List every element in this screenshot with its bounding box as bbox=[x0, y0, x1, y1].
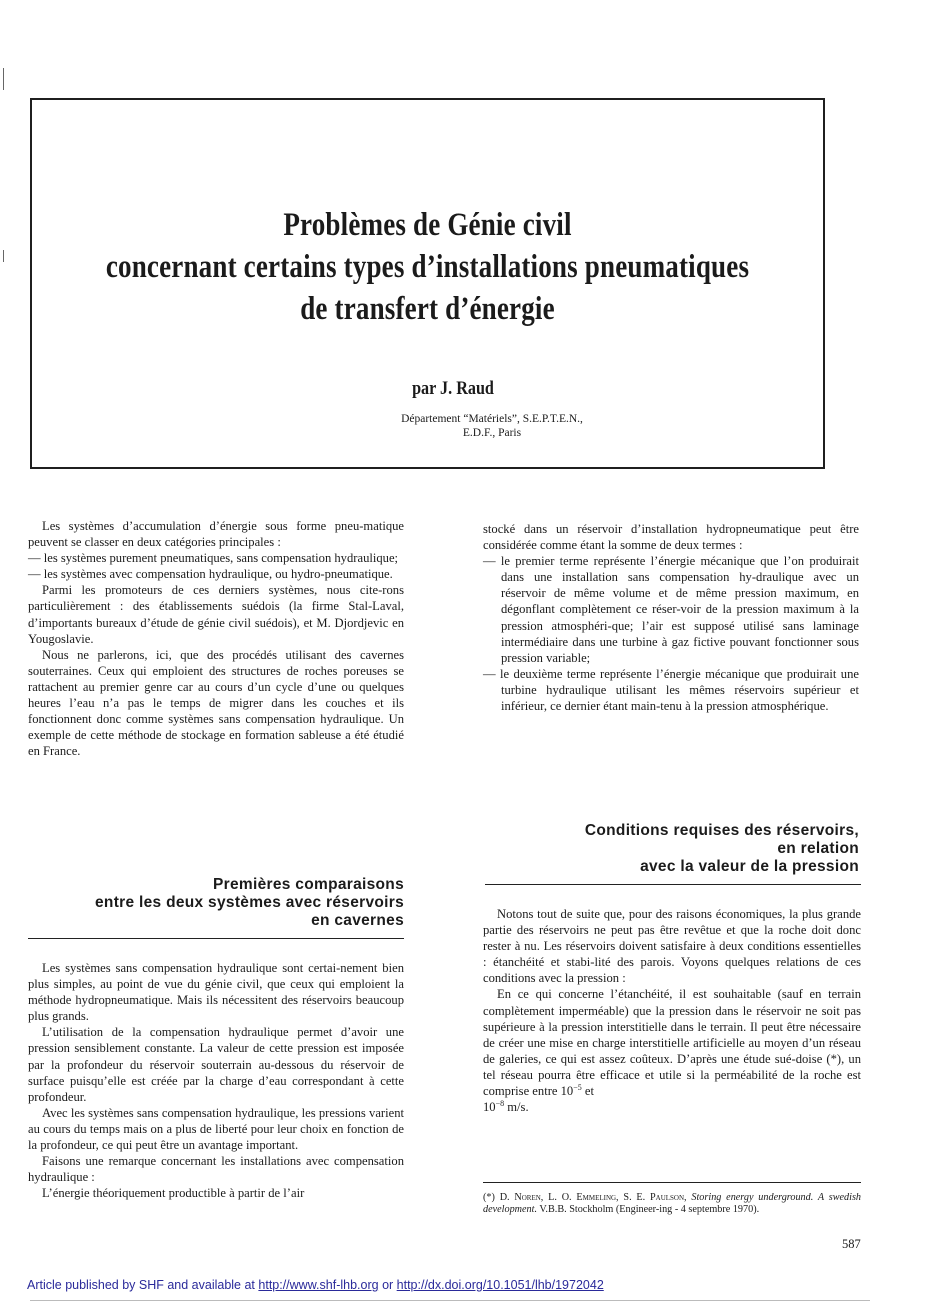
left-list-item-2: — les systèmes avec compensation hydraulique, ou hydro-pneumatique. bbox=[28, 567, 393, 582]
title-line-2: concernant certains types d’installations pneumatiques bbox=[105, 249, 750, 285]
left-heading-line-1: Premières comparaisons bbox=[213, 876, 404, 893]
scan-mark bbox=[3, 250, 4, 262]
left-paragraph-4: Les systèmes sans compensation hydraulique sont certai-nement bien plus simples, au point de vue du génie civil, que ceux qui emploient la méthode hydropneumatique. Mais ils nécessitent des réservoirs beaucoup plus grands. bbox=[28, 961, 404, 1024]
right-section-heading bbox=[485, 822, 859, 876]
left-column-upper bbox=[28, 518, 404, 759]
left-column-lower bbox=[28, 960, 404, 1201]
article-title bbox=[103, 204, 752, 330]
right-paragraph-3-base: 10 bbox=[483, 1100, 496, 1115]
right-paragraph-3-and: et bbox=[581, 1084, 594, 1099]
publication-prefix: Article published by SHF and available at bbox=[27, 1278, 259, 1292]
left-paragraph-7: Faisons une remarque concernant les installations avec compensation hydraulique : bbox=[28, 1154, 404, 1185]
footnote bbox=[483, 1192, 861, 1216]
left-heading-line-3: en cavernes bbox=[311, 912, 404, 929]
footnote-rest: V.B.B. Stockholm (Engineer-ing - 4 septembre 1970). bbox=[537, 1204, 760, 1215]
affiliation-line-2: E.D.F., Paris bbox=[462, 427, 522, 439]
affiliation bbox=[332, 412, 652, 440]
right-heading-rule bbox=[485, 884, 861, 885]
publication-middle: or bbox=[378, 1278, 397, 1292]
right-paragraph-3-text: En ce qui concerne l’étanchéité, il est souhaitable (sauf en terrain complètement imperméable) que la pression dans le réservoir ne soit pas supérieure à la pression interstitielle dans le terrain. Il peut être nécessaire de créer une mise en charge interstitielle artificielle au moyen d’un réseau de galeries, ce qui est assez coûteux. D’après une étude sué-doise (*), un tel réseau pourra être efficace et utile si la perméabilité de la roche est comprise entre 10 bbox=[483, 987, 861, 1099]
right-paragraph-1: stocké dans un réservoir d’installation hydropneumatique peut être considérée comme étant la somme de deux termes : bbox=[483, 522, 859, 553]
exponent-1: −5 bbox=[573, 1082, 582, 1092]
right-column-lower bbox=[483, 906, 861, 1115]
affiliation-line-1: Département “Matériels”, S.E.P.T.E.N., bbox=[401, 413, 583, 425]
title-line-1: Problèmes de Génie civil bbox=[283, 207, 572, 243]
page-number: 587 bbox=[842, 1237, 861, 1251]
footnote-rule bbox=[483, 1182, 861, 1183]
right-list-item-2: — le deuxième terme représente l’énergie mécanique que produirait une turbine hydraulique utilisant les mêmes réservoirs supérieur et inférieur, ce dernier étant main-tenu à la pression atmosphérique. bbox=[483, 666, 859, 714]
right-paragraph-3 bbox=[483, 986, 861, 1115]
publication-link-shf[interactable]: http://www.shf-lhb.org bbox=[258, 1278, 379, 1292]
title-box bbox=[30, 98, 825, 469]
right-paragraph-3-unit: m/s. bbox=[504, 1100, 529, 1115]
scan-mark bbox=[30, 1300, 870, 1301]
right-column-upper bbox=[483, 521, 859, 714]
scan-mark bbox=[3, 68, 4, 90]
right-heading-line-1: Conditions requises des réservoirs, bbox=[584, 822, 859, 839]
title-line-3: de transfert d’énergie bbox=[300, 291, 555, 327]
right-paragraph-2: Notons tout de suite que, pour des raisons économiques, la plus grande partie des réservoirs ne peut pas être revêtue et que la roche doit donc rester à nu. Les réservoirs doivent satisfaire à deux conditions essentielles : étanchéité et stabi-lité des parois. Voyons quelques relations de ces conditions avec la pression : bbox=[483, 907, 861, 986]
publication-notice bbox=[27, 1278, 604, 1292]
left-paragraph-3: Nous ne parlerons, ici, que des procédés utilisant des cavernes souterraines. Ceux qui emploient des structures de roches poreuses se rattachent au premier genre car au cours d’un cycle d’une ou quelques heures l’eau n’a pas le temps de migrer dans les couches et ils fonctionnent donc comme systèmes sans compensation hydraulique. Un exemple de cette méthode de stockage en formation sableuse a été étudié en France. bbox=[28, 647, 404, 759]
left-intro: Les systèmes d’accumulation d’énergie sous forme pneu-matique peuvent se classer en deux catégories principales : bbox=[28, 519, 404, 550]
right-heading-line-3: avec la valeur de la pression bbox=[640, 858, 859, 875]
left-heading-line-2: entre les deux systèmes avec réservoirs bbox=[95, 894, 404, 911]
left-paragraph-2: Parmi les promoteurs de ces derniers systèmes, nous cite-rons particulièrement : des établissements suédois (la firme Stal-Laval, d’importants bureaux d’étude de génie civil suédois), et M. Djordjevic en Yougoslavie. bbox=[28, 583, 404, 646]
left-list-item-1: — les systèmes purement pneumatiques, sans compensation hydraulique; bbox=[28, 551, 399, 566]
footnote-authors: D. Noren, L. O. Emmeling, S. E. Paulson, bbox=[499, 1192, 692, 1203]
left-section-heading bbox=[30, 876, 404, 930]
right-list-item-1: — le premier terme représente l’énergie mécanique que l’on produirait dans une installation sans compensation hy-draulique avec un réservoir de même volume et de même pression maximum, en dégonflant complètement ce réser-voir de la pression maximum à la pression atmosphéri-que; l’air est supposé utilisé sans laminage intermédiaire dans une turbine à gaz fictive pouvant fonctionner sous pression variable; bbox=[483, 554, 859, 665]
exponent-2: −8 bbox=[495, 1098, 505, 1108]
right-heading-line-2: en relation bbox=[777, 840, 859, 857]
left-paragraph-6: Avec les systèmes sans compensation hydraulique, les pressions varient au cours du temps mais on a plus de liberté pour leur choix en fonction de la profondeur, ce qui peut être un avantage important. bbox=[28, 1105, 404, 1153]
publication-link-doi[interactable]: http://dx.doi.org/10.1051/lhb/1972042 bbox=[396, 1278, 604, 1292]
footnote-marker: (*) bbox=[483, 1192, 500, 1203]
left-heading-rule bbox=[28, 938, 404, 939]
left-paragraph-5: L’utilisation de la compensation hydraulique permet d’avoir une pression sensiblement constante. La valeur de cette pression est imposée par la profondeur du réservoir souterrain au-dessous du réservoir de surface puisqu’elle est créée par la charge d’eau correspondant à cette profondeur. bbox=[28, 1025, 404, 1104]
author: par J. Raud bbox=[412, 378, 494, 399]
footnote-work: Storing energy underground. A swedish development. bbox=[483, 1192, 861, 1215]
left-paragraph-8: L’énergie théoriquement productible à partir de l’air bbox=[42, 1186, 305, 1201]
